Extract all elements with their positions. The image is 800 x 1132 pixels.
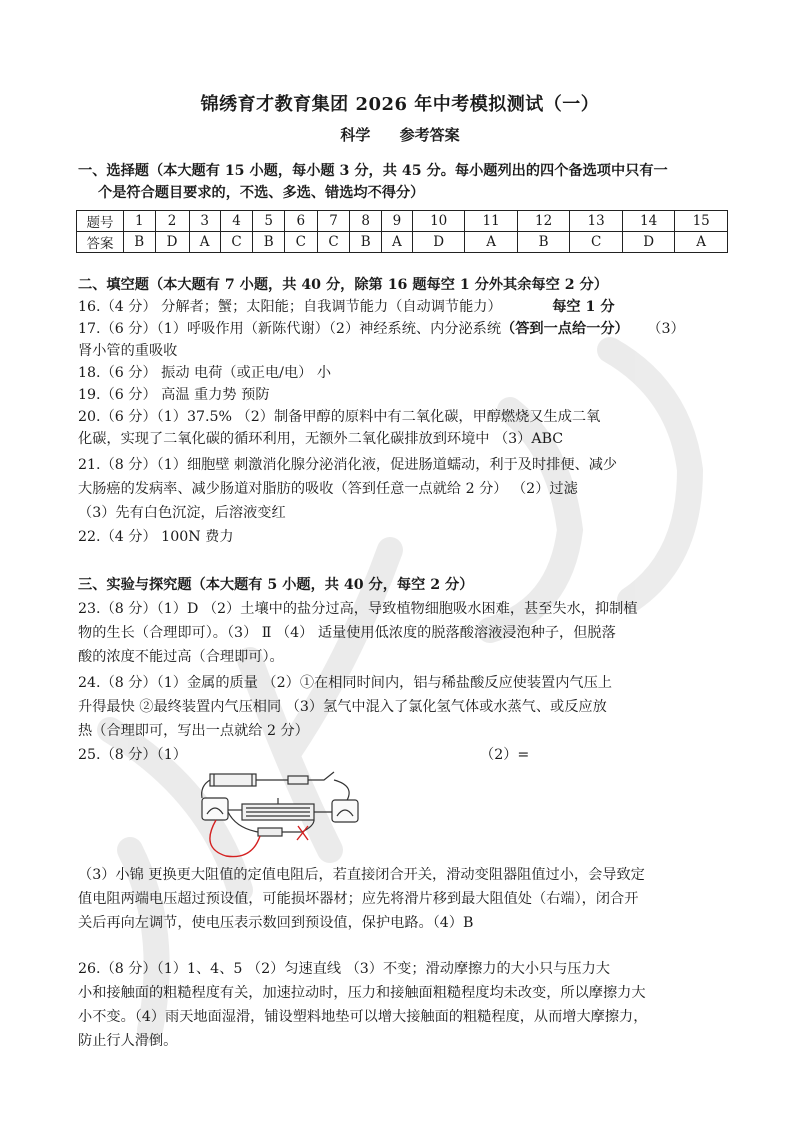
table-cell: B [253,232,285,253]
section3-heading: 三、实验与探究题（本大题有 5 小题，共 40 分，每空 2 分） [78,577,474,593]
table-cell: C [317,232,350,253]
doc-type-label: 参考答案 [399,126,460,144]
answer-17-cont: 肾小管的重吸收 [78,343,178,359]
table-cell: D [412,232,464,253]
answer-25-cont3: 关后再向左调节，使电压表示数回到预设值，保护电路。（4）B [78,915,474,931]
table-cell: 8 [350,211,382,232]
answer-table [76,210,728,253]
table-cell: C [284,232,317,253]
answer-23-cont2: 酸的浓度不能过高（合理即可）。 [78,649,284,665]
table-cell: B [517,232,569,253]
answer-line-20: 20.（6 分）（1）37.5% （2）制备甲醇的原料中有二氧化碳，甲醇燃烧又生成二氧 [78,409,601,425]
table-cell: D [155,232,189,253]
answer-line-16 [78,296,728,318]
table-cell: A [465,232,517,253]
table-row-numbers [77,211,728,232]
table-row-answers [77,232,728,253]
section1-heading: 一、选择题（本大题有 15 小题，每小题 3 分，共 45 分。每小题列出的四个备选项中只有一 [78,163,668,179]
page-subtitle [0,124,800,145]
table-cell: 6 [284,211,317,232]
answer-line-25 [78,744,728,766]
answer-line-23: 23.（8 分）（1）D （2）土壤中的盐分过高，导致植物细胞吸水困难，甚至失水，抑制植 [78,601,638,617]
answer-25-cont: （3）小锦 更换更大阻值的定值电阻后，若直接闭合开关，滑动变阻器阻值过小，会导致定 [78,867,645,883]
table-cell: 9 [381,211,412,232]
table-cell: A [189,232,220,253]
table-cell: B [350,232,382,253]
subject-label: 科学 [340,126,371,144]
table-cell: B [124,232,156,253]
table-cell: D [622,232,674,253]
answer-26-cont2: 小不变。（4）雨天地面湿滑，铺设塑料地垫可以增大接触面的粗糙程度，从而增大摩擦力， [78,1009,648,1025]
table-cell: 2 [155,211,189,232]
section2-heading: 二、填空题（本大题有 7 小题，共 40 分，除第 16 题每空 1 分外其余每空 2 分） [78,277,608,293]
answer-26-cont: 小和接触面的粗糙程度有关，加速拉动时，压力和接触面粗糙程度均未改变，所以摩擦力大 [78,985,646,1001]
answer-17-note: （答到一点给一分） [501,321,629,337]
answer-line-17 [78,318,728,340]
answer-17: 17.（6 分）（1）呼吸作用（新陈代谢）（2）神经系统、内分泌系统 [78,321,502,337]
table-cell: C [220,232,253,253]
circuit-diagram [196,768,366,866]
answer-20-cont: 化碳，实现了二氧化碳的循环利用，无额外二氧化碳排放到环境中 （3）ABC [78,431,564,447]
table-cell: 11 [465,211,517,232]
table-header-cell: 题号 [77,211,124,232]
table-cell: 14 [622,211,674,232]
answer-21-cont2: （3）先有白色沉淀，后溶液变红 [78,505,286,521]
answer-24-cont2: 热（合理即可，写出一点就给 2 分） [78,723,309,739]
table-header-cell: 答案 [77,232,124,253]
page-title: 锦绣育才教育集团 2026 年中考模拟测试（一） [200,94,600,115]
answer-line-21: 21.（8 分）（1）细胞壁 刺激消化腺分泌消化液，促进肠道蠕动，利于及时排便、减少 [78,457,618,473]
table-cell: C [570,232,622,253]
answer-21-cont: 大肠癌的发病率、减少肠道对脂肪的吸收（答到任意一点就给 2 分） （2）过滤 [78,481,578,497]
answer-16-note: 每空 1 分 [552,299,615,315]
answer-line-24: 24.（8 分）（1）金属的质量 （2）①在相同时间内，铝与稀盐酸反应使装置内气压上 [78,675,612,691]
answer-23-cont: 物的生长（合理即可）。（3） Ⅱ （4） 适量使用低浓度的脱落酸溶液浸泡种子，但脱落 [78,625,616,641]
section1-heading-cont: 个是符合题目要求的，不选、多选、错选均不得分） [98,185,425,201]
table-cell: 3 [189,211,220,232]
answer-16: 16.（4 分） 分解者；蟹；太阳能；自我调节能力（自动调节能力） [78,299,502,315]
answer-25-cont2: 值电阻两端电压超过预设值，可能损坏器材；应先将滑片移到最大阻值处（右端），闭合开 [78,891,639,907]
answer-line-22: 22.（4 分） 100N 费力 [78,529,234,545]
table-cell: A [675,232,728,253]
answer-line-19: 19.（6 分） 高温 重力势 预防 [78,387,270,403]
table-cell: 5 [253,211,285,232]
table-cell: 15 [675,211,728,232]
answer-17-part3: （3） [647,321,685,337]
table-cell: 7 [317,211,350,232]
answer-line-18: 18.（6 分） 振动 电荷（或正电/电） 小 [78,365,332,381]
table-cell: 10 [412,211,464,232]
answer-24-cont: 升得最快 ②最终装置内气压相同 （3）氢气中混入了氯化氢气体或水蒸气、或反应放 [78,699,607,715]
answer-line-26: 26.（8 分）（1）1、4、5 （2）匀速直线 （3）不变；滑动摩擦力的大小只与压力大 [78,961,610,977]
table-cell: 4 [220,211,253,232]
answer-26-cont3: 防止行人滑倒。 [78,1033,178,1049]
table-cell: 12 [517,211,569,232]
table-cell: A [381,232,412,253]
answer-25-part2: （2）= [480,747,530,763]
table-cell: 13 [570,211,622,232]
table-cell: 1 [124,211,156,232]
answer-25-part1: 25.（8 分）（1） [78,747,187,763]
